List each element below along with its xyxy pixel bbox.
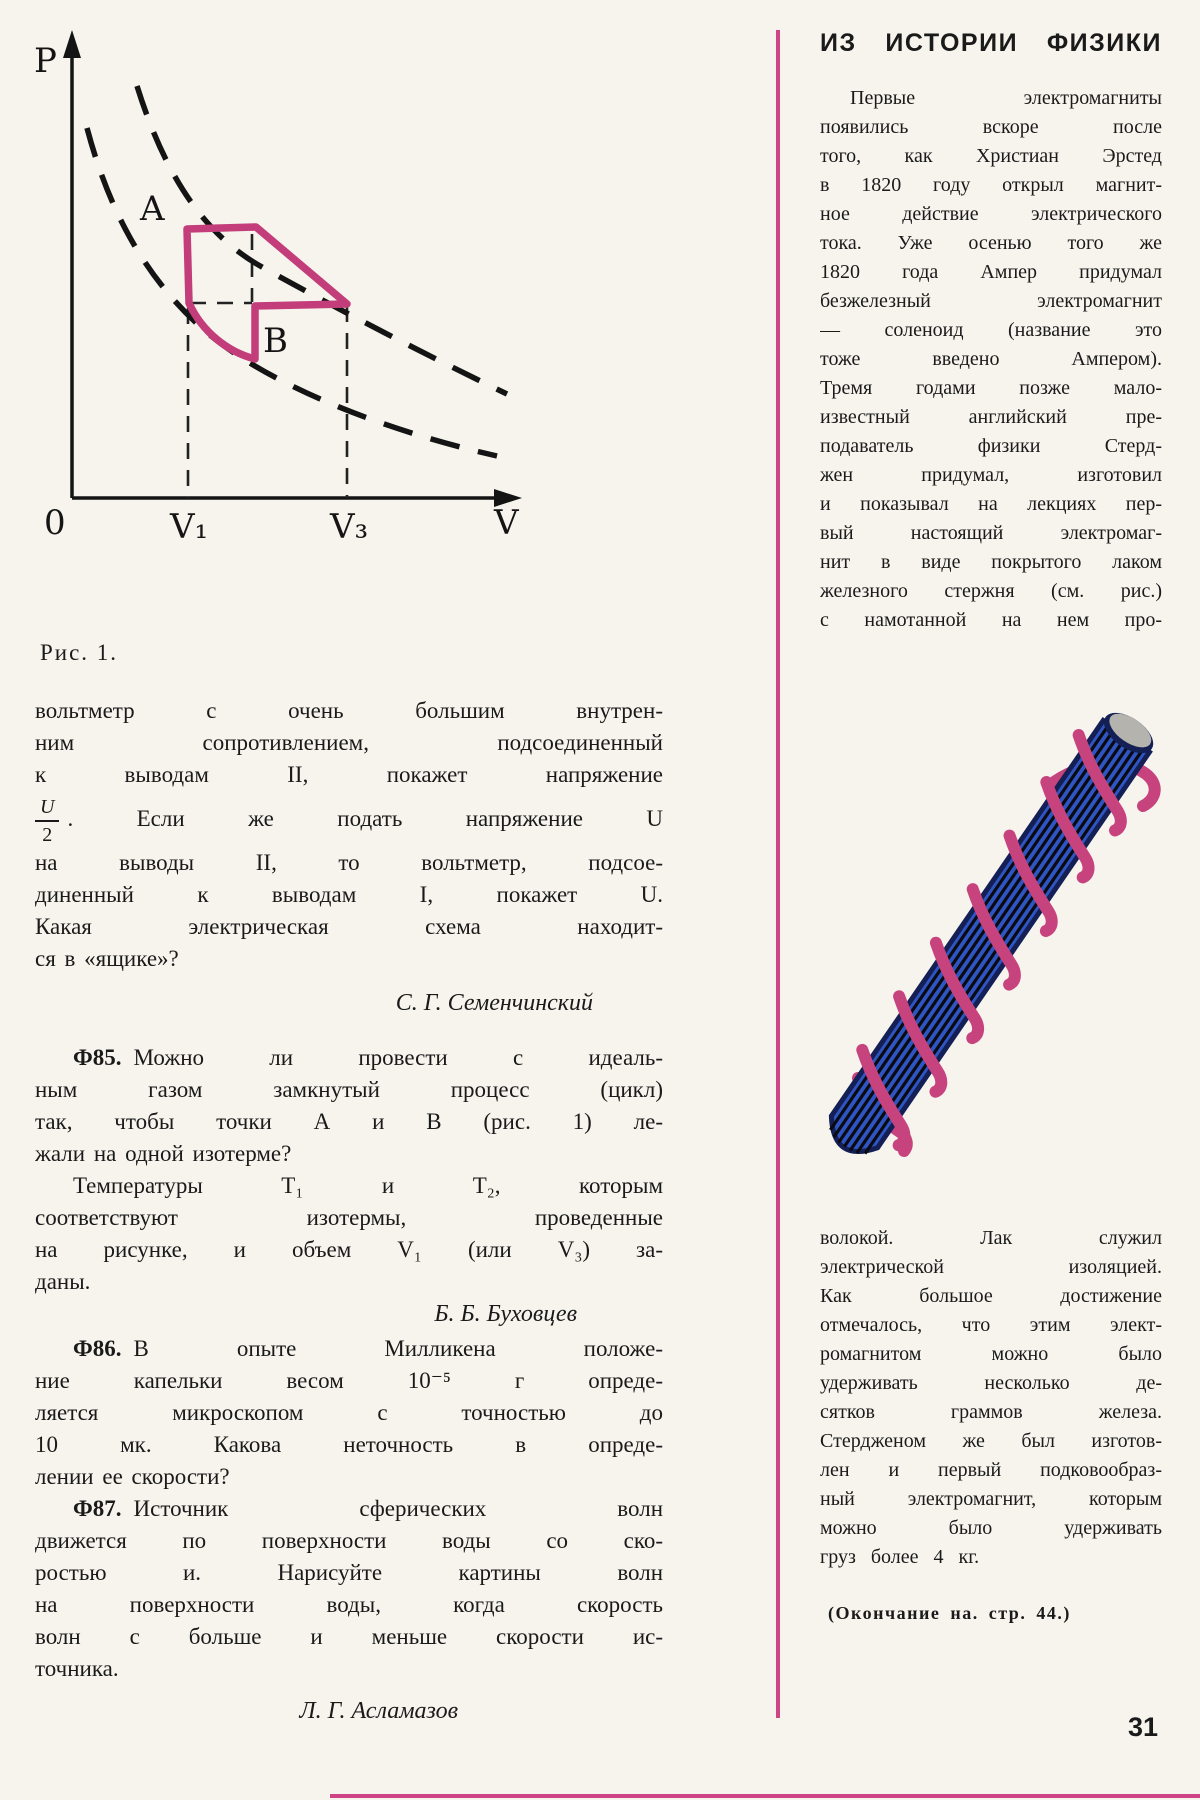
text-line: тока. Уже осенью того же: [820, 232, 1162, 254]
fraction-u-over-2: [35, 797, 59, 845]
text-line: на выводы II, то вольтметр, подсое-: [35, 850, 663, 875]
text-line: сятков граммов железа.: [820, 1401, 1162, 1423]
point-label-a: A: [140, 189, 165, 229]
text-line: Температуры T₁ и T₂, которым: [73, 1173, 663, 1198]
author-signature: С. Г. Семенчинский: [395, 990, 593, 1016]
solenoid-illustration: [780, 680, 1180, 1240]
upper-isotherm: [137, 86, 507, 394]
text-line: в 1820 году открыл магнит-: [820, 174, 1162, 196]
text-line: 10 мк. Какова неточность в опреде-: [35, 1432, 663, 1457]
problem-number: Ф86.: [73, 1336, 122, 1361]
fraction-denominator: 2: [42, 823, 53, 846]
text-line: так, чтобы точки А и В (рис. 1) ле-: [35, 1109, 663, 1134]
text-line: 1820 года Ампер придумал: [820, 261, 1162, 283]
text-line: на рисунке, и объем V₁ (или V₃) за-: [35, 1237, 663, 1262]
text-segment: . Если же подать напряжение U: [67, 806, 663, 831]
text-line: — соленоид (название это: [820, 319, 1162, 341]
text-line: ние капельки весом 10⁻⁵ г опреде-: [35, 1368, 663, 1393]
axis-label-v: V: [494, 503, 519, 543]
text-line: вольтметр с очень большим внутрен-: [35, 698, 663, 723]
text-line: удерживать несколько де-: [820, 1372, 1162, 1394]
text-line: соответствуют изотермы, проведенные: [35, 1205, 663, 1230]
text-line: подаватель физики Стерд-: [820, 435, 1162, 457]
text-line: ростью и. Нарисуйте картины волн: [35, 1560, 663, 1585]
text-line: с намотанной на нем про-: [820, 609, 1162, 631]
text-line: того, как Христиан Эрстед: [820, 145, 1162, 167]
continuation-note: (Окончание на. стр. 44.): [828, 1603, 1071, 1623]
text-line: груз более 4 кг.: [820, 1546, 980, 1568]
problem-f87-first-line: [35, 1493, 663, 1525]
text-line: ный электромагнит, которым: [820, 1488, 1162, 1510]
text-line: ромагнитом можно было: [820, 1343, 1162, 1365]
text-segment: В опыте Милликена положе-: [133, 1336, 663, 1361]
axis-label-p: P: [34, 41, 57, 81]
problem-f86-first-line: [35, 1333, 663, 1365]
text-line: известный английский пре-: [820, 406, 1162, 428]
text-line: диненный к выводам I, покажет U.: [35, 882, 663, 907]
page-number: 31: [1128, 1712, 1159, 1742]
text-line: появились вскоре после: [820, 116, 1162, 138]
figure-caption: Рис. 1.: [40, 640, 119, 665]
text-line: Тремя годами позже мало-: [820, 377, 1162, 399]
text-line: отмечалось, что этим элект-: [820, 1314, 1162, 1336]
text-line: точника.: [35, 1656, 119, 1681]
text-line: ное действие электрического: [820, 203, 1162, 225]
text-line: Как большое достижение: [820, 1285, 1162, 1307]
text-segment: Можно ли провести с идеаль-: [133, 1045, 663, 1070]
right-column-text-1: [820, 84, 1162, 635]
text-line: ным газом замкнутый процесс (цикл): [35, 1077, 663, 1102]
right-column-text-2: [820, 1224, 1162, 1572]
author-signature: Б. Б. Буховцев: [434, 1301, 577, 1327]
iron-rod: [811, 698, 1175, 1173]
isotherm-curves: [87, 86, 507, 456]
text-line: даны.: [35, 1269, 91, 1294]
footer-rule: [330, 1794, 1200, 1798]
text-line: тоже введено Ампером).: [820, 348, 1162, 370]
text-line: на поверхности воды, когда скорость: [35, 1592, 663, 1617]
tick-label-v1: V₁: [170, 507, 209, 547]
fraction-numerator: U: [35, 797, 59, 822]
text-line: Какая электрическая схема находит-: [35, 914, 663, 939]
text-line: и показывал на лекциях пер-: [820, 493, 1162, 515]
text-line: движется по поверхности воды со ско-: [35, 1528, 663, 1553]
text-line: Первые электромагниты: [850, 87, 1162, 109]
text-line: можно было удерживать: [820, 1517, 1162, 1539]
point-label-b: B: [263, 321, 288, 361]
text-line: ся в «ящике»?: [35, 946, 179, 971]
lower-isotherm: [87, 128, 497, 456]
author-signature: Л. Г. Асламазов: [299, 1698, 458, 1724]
section-header: ИЗ ИСТОРИИ ФИЗИКИ: [820, 29, 1162, 57]
text-line: лен и первый подковообраз-: [820, 1459, 1162, 1481]
text-line: безжелезный электромагнит: [820, 290, 1162, 312]
tick-label-v3: V₃: [330, 507, 369, 547]
text-line: ляется микроскопом с точностью до: [35, 1400, 663, 1425]
text-line: электрической изоляцией.: [820, 1256, 1162, 1278]
problem-f85-first-line: [35, 1042, 663, 1074]
text-line: лении ее скорости?: [35, 1464, 230, 1489]
origin-label: 0: [44, 503, 66, 543]
text-line: жали на одной изотерме?: [35, 1141, 292, 1166]
text-line: вый настоящий электромаг-: [820, 522, 1162, 544]
text-line: жен придумал, изготовил: [820, 464, 1162, 486]
text-segment: Источник сферических волн: [133, 1496, 663, 1521]
text-line: нит в виде покрытого лаком: [820, 551, 1162, 573]
y-axis-arrow-icon: [63, 30, 81, 58]
text-line: к выводам II, покажет напряжение: [35, 762, 663, 787]
text-line: железного стержня (см. рис.): [820, 580, 1162, 602]
text-line: Стердженом же был изготов-: [820, 1430, 1162, 1452]
pv-diagram: [0, 0, 580, 580]
text-line: ним сопротивлением, подсоединенный: [35, 730, 663, 755]
problem-number: Ф87.: [73, 1496, 122, 1521]
guide-lines: [188, 234, 347, 498]
text-line-with-fraction: [35, 791, 663, 847]
text-line: волокой. Лак служил: [820, 1227, 1162, 1249]
problem-number: Ф85.: [73, 1045, 122, 1070]
left-column: [35, 695, 663, 1727]
text-line: волн с больше и меньше скорости ис-: [35, 1624, 663, 1649]
